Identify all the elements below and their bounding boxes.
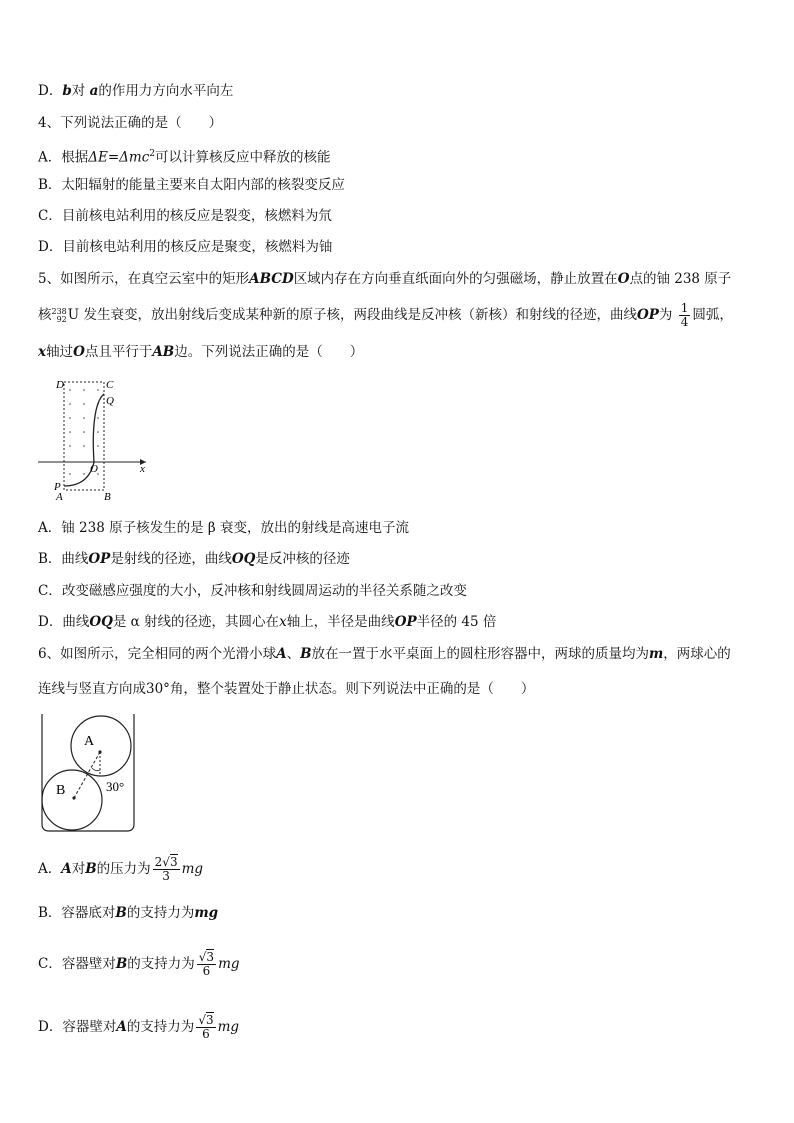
quarter-fraction: $\frac{1}{4}$	[680, 301, 689, 329]
q6-option-c[interactable]: C．容器壁对B的支持力为 $\frac{√3}{6}$ mg	[38, 950, 240, 978]
q6-stem-line1: 6、如图所示，完全相同的两个光滑小球A、B放在一置于水平桌面上的圆柱形容器中，两球的质量均为m，两球心的	[38, 646, 731, 662]
q3-option-d: D．b对 a的作用力方向水平向左	[38, 83, 234, 99]
q6-option-a[interactable]: A．A对B的压力为 $\frac{2√3}{3}$ mg	[38, 855, 204, 883]
q4-option-b[interactable]: B．太阳辐射的能量主要来自太阳内部的核裂变反应	[38, 177, 345, 193]
q5-stem-line3: x轴过O点且平行于AB边。下列说法正确的是（ ）	[38, 344, 364, 360]
q4-option-d[interactable]: D．目前核电站利用的核反应是聚变，核燃料为铀	[38, 239, 333, 255]
label-o: O	[90, 463, 98, 475]
q4-option-c[interactable]: C．目前核电站利用的核反应是裂变，核燃料为氘	[38, 208, 332, 224]
q5-option-d[interactable]: D．曲线OQ是 α 射线的径迹，其圆心在x轴上，半径是曲线OP半径的 45 倍	[38, 614, 497, 630]
uranium-isotope-notation: 238 92	[51, 306, 67, 324]
label-p: P	[54, 481, 61, 493]
label-b: B	[104, 491, 111, 503]
q6-stem-line2: 连线与竖直方向成30°角，整个装置处于静止状态。则下列说法中正确的是（ ）	[38, 681, 535, 697]
q5-option-a[interactable]: A．铀 238 原子核发生的是 β 衰变，放出的射线是高速电子流	[38, 520, 409, 536]
q4-stem: 4、下列说法正确的是（ ）	[38, 115, 223, 131]
fraction-2root3-over-3: $\frac{2√3}{3}$	[154, 855, 178, 883]
q5-stem-line1: 5、如图所示，在真空云室中的矩形ABCD区域内存在方向垂直纸面向外的匀强磁场，静止放置在O点的铀 238 原子	[38, 271, 732, 287]
q6-option-b[interactable]: B．容器底对B的支持力为mg	[38, 905, 219, 921]
label-q: Q	[106, 395, 114, 407]
q5-option-c[interactable]: C．改变磁感应强度的大小，反冲核和射线圆周运动的半径关系随之改变	[38, 583, 467, 599]
label-a: A	[56, 491, 63, 503]
angle-arc	[92, 768, 100, 771]
q5-stem-line2: 核 238 92 U 发生衰变，放出射线后变成某种新的原子核，两段曲线是反冲核（新核）和射线的径迹，曲线OP为 $\frac{1}{4}$ 圆弧，	[38, 301, 733, 329]
fraction-root3-over-6: $\frac{√3}{6}$	[198, 950, 215, 978]
q6-figure	[38, 712, 138, 836]
q6-option-d[interactable]: D．容器壁对A的支持力为 $\frac{√3}{6}$ mg	[38, 1013, 240, 1041]
q5-figure	[34, 372, 154, 504]
q4-option-a[interactable]: A．根据ΔE=Δmc$^2$可以计算核反应中释放的核能	[38, 149, 331, 166]
label-c: C	[106, 379, 114, 391]
fraction-root3-over-6: $\frac{√3}{6}$	[198, 1013, 214, 1041]
label-x: x	[140, 463, 145, 475]
ball-b	[42, 770, 102, 830]
q5-option-b[interactable]: B．曲线OP是射线的径迹，曲线OQ是反冲核的径迹	[38, 551, 350, 567]
label-ball-b: B	[56, 783, 66, 798]
label-angle: 30°	[106, 779, 125, 794]
ball-a	[71, 716, 131, 776]
label-ball-a: A	[84, 734, 95, 749]
label-d: D	[56, 379, 64, 391]
